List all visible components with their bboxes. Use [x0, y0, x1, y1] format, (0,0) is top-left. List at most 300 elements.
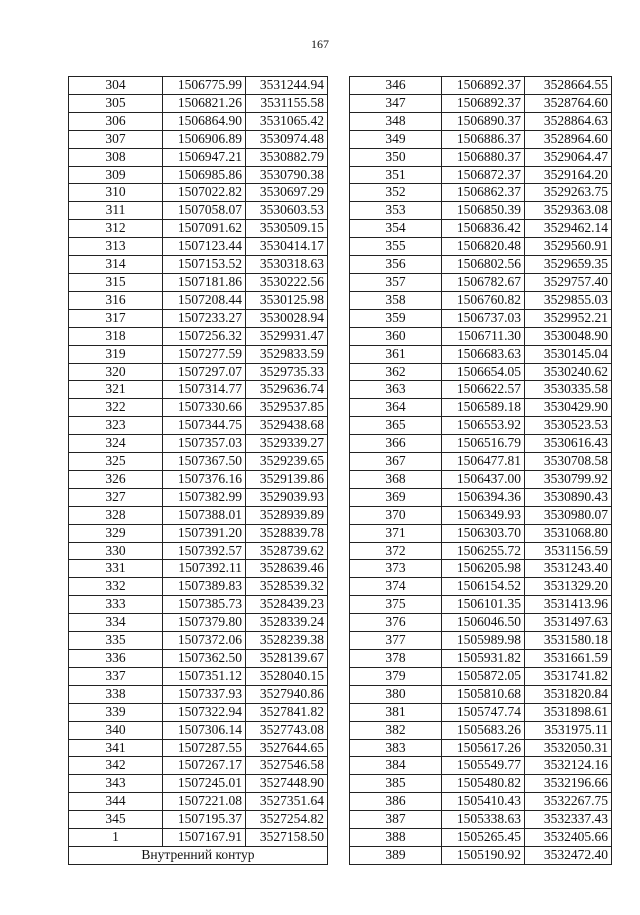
- x-coordinate: 1506872.37: [442, 166, 525, 184]
- x-coordinate: 1507233.27: [163, 309, 246, 327]
- table-row: [350, 417, 612, 435]
- x-coordinate: 1506821.26: [163, 94, 246, 112]
- y-coordinate: 3530222.56: [246, 273, 328, 291]
- y-coordinate: 3528664.55: [525, 77, 612, 95]
- coordinates-table-left: [68, 76, 328, 865]
- y-coordinate: 3528839.78: [246, 524, 328, 542]
- table-row: [350, 94, 612, 112]
- point-number: 334: [69, 614, 163, 632]
- y-coordinate: 3529239.65: [246, 453, 328, 471]
- x-coordinate: 1507385.73: [163, 596, 246, 614]
- x-coordinate: 1507058.07: [163, 202, 246, 220]
- y-coordinate: 3529438.68: [246, 417, 328, 435]
- x-coordinate: 1507208.44: [163, 291, 246, 309]
- y-coordinate: 3531068.80: [525, 524, 612, 542]
- point-number: 350: [350, 148, 442, 166]
- x-coordinate: 1505931.82: [442, 650, 525, 668]
- point-number: 344: [69, 793, 163, 811]
- table-row: [350, 470, 612, 488]
- table-row: [69, 524, 328, 542]
- x-coordinate: 1505747.74: [442, 703, 525, 721]
- y-coordinate: 3528439.23: [246, 596, 328, 614]
- table-row: [69, 578, 328, 596]
- table-row: [69, 739, 328, 757]
- point-number: 338: [69, 685, 163, 703]
- point-number: 376: [350, 614, 442, 632]
- y-coordinate: 3532337.43: [525, 811, 612, 829]
- y-coordinate: 3531580.18: [525, 632, 612, 650]
- point-number: 318: [69, 327, 163, 345]
- table-row: [350, 148, 612, 166]
- table-row: [69, 685, 328, 703]
- x-coordinate: 1507322.94: [163, 703, 246, 721]
- point-number: 369: [350, 488, 442, 506]
- table-row: [69, 614, 328, 632]
- x-coordinate: 1506154.52: [442, 578, 525, 596]
- table-row: [350, 327, 612, 345]
- table-row: [350, 166, 612, 184]
- table-row: [350, 775, 612, 793]
- y-coordinate: 3530414.17: [246, 238, 328, 256]
- x-coordinate: 1506589.18: [442, 399, 525, 417]
- x-coordinate: 1507256.32: [163, 327, 246, 345]
- x-coordinate: 1505338.63: [442, 811, 525, 829]
- y-coordinate: 3530790.38: [246, 166, 328, 184]
- y-coordinate: 3528939.89: [246, 506, 328, 524]
- x-coordinate: 1507357.03: [163, 435, 246, 453]
- x-coordinate: 1507091.62: [163, 220, 246, 238]
- table-row: [69, 130, 328, 148]
- table-row: [350, 721, 612, 739]
- x-coordinate: 1507195.37: [163, 811, 246, 829]
- table-row: [350, 309, 612, 327]
- x-coordinate: 1506394.36: [442, 488, 525, 506]
- y-coordinate: 3529339.27: [246, 435, 328, 453]
- point-number: 343: [69, 775, 163, 793]
- y-coordinate: 3532405.66: [525, 829, 612, 847]
- x-coordinate: 1507181.86: [163, 273, 246, 291]
- point-number: 319: [69, 345, 163, 363]
- table-row: [69, 453, 328, 471]
- page-number: 167: [311, 37, 329, 51]
- y-coordinate: 3531155.58: [246, 94, 328, 112]
- table-row: [69, 291, 328, 309]
- point-number: 377: [350, 632, 442, 650]
- y-coordinate: 3532472.40: [525, 846, 612, 864]
- y-coordinate: 3527158.50: [246, 829, 328, 847]
- section-title: Внутренний контур: [69, 846, 328, 864]
- y-coordinate: 3527940.86: [246, 685, 328, 703]
- table-row: [350, 632, 612, 650]
- table-row: [69, 273, 328, 291]
- x-coordinate: 1507351.12: [163, 667, 246, 685]
- x-coordinate: 1507167.91: [163, 829, 246, 847]
- point-number: 366: [350, 435, 442, 453]
- y-coordinate: 3531065.42: [246, 112, 328, 130]
- y-coordinate: 3527351.64: [246, 793, 328, 811]
- point-number: 308: [69, 148, 163, 166]
- x-coordinate: 1506862.37: [442, 184, 525, 202]
- point-number: 348: [350, 112, 442, 130]
- table-row: [69, 327, 328, 345]
- y-coordinate: 3529931.47: [246, 327, 328, 345]
- table-row: [350, 578, 612, 596]
- x-coordinate: 1507388.01: [163, 506, 246, 524]
- table-row: [69, 112, 328, 130]
- x-coordinate: 1507221.08: [163, 793, 246, 811]
- table-row: [69, 256, 328, 274]
- table-row: [69, 202, 328, 220]
- table-row: [69, 703, 328, 721]
- point-number: 320: [69, 363, 163, 381]
- y-coordinate: 3527743.08: [246, 721, 328, 739]
- point-number: 361: [350, 345, 442, 363]
- x-coordinate: 1507277.59: [163, 345, 246, 363]
- y-coordinate: 3531413.96: [525, 596, 612, 614]
- x-coordinate: 1507344.75: [163, 417, 246, 435]
- point-number: 309: [69, 166, 163, 184]
- y-coordinate: 3531329.20: [525, 578, 612, 596]
- point-number: 304: [69, 77, 163, 95]
- y-coordinate: 3527254.82: [246, 811, 328, 829]
- y-coordinate: 3529363.08: [525, 202, 612, 220]
- table-row: [69, 757, 328, 775]
- y-coordinate: 3531820.84: [525, 685, 612, 703]
- y-coordinate: 3531975.11: [525, 721, 612, 739]
- point-number: 323: [69, 417, 163, 435]
- x-coordinate: 1507153.52: [163, 256, 246, 274]
- point-number: 311: [69, 202, 163, 220]
- y-coordinate: 3530318.63: [246, 256, 328, 274]
- y-coordinate: 3528339.24: [246, 614, 328, 632]
- point-number: 336: [69, 650, 163, 668]
- table-row: [350, 453, 612, 471]
- table-row: [69, 309, 328, 327]
- y-coordinate: 3527448.90: [246, 775, 328, 793]
- y-coordinate: 3532050.31: [525, 739, 612, 757]
- table-row: [350, 596, 612, 614]
- point-number: 370: [350, 506, 442, 524]
- point-number: 317: [69, 309, 163, 327]
- y-coordinate: 3530974.48: [246, 130, 328, 148]
- point-number: 371: [350, 524, 442, 542]
- x-coordinate: 1507245.01: [163, 775, 246, 793]
- y-coordinate: 3530799.92: [525, 470, 612, 488]
- point-number: 353: [350, 202, 442, 220]
- point-number: 328: [69, 506, 163, 524]
- x-coordinate: 1506349.93: [442, 506, 525, 524]
- point-number: 352: [350, 184, 442, 202]
- table-row: [350, 399, 612, 417]
- x-coordinate: 1507287.55: [163, 739, 246, 757]
- x-coordinate: 1506303.70: [442, 524, 525, 542]
- y-coordinate: 3529560.91: [525, 238, 612, 256]
- y-coordinate: 3531243.40: [525, 560, 612, 578]
- y-coordinate: 3529833.59: [246, 345, 328, 363]
- y-coordinate: 3527841.82: [246, 703, 328, 721]
- point-number: 367: [350, 453, 442, 471]
- x-coordinate: 1506437.00: [442, 470, 525, 488]
- point-number: 335: [69, 632, 163, 650]
- point-number: 364: [350, 399, 442, 417]
- x-coordinate: 1506516.79: [442, 435, 525, 453]
- table-row: [69, 417, 328, 435]
- x-coordinate: 1507382.99: [163, 488, 246, 506]
- point-number: 359: [350, 309, 442, 327]
- table-row: [69, 345, 328, 363]
- table-row: [350, 793, 612, 811]
- y-coordinate: 3531244.94: [246, 77, 328, 95]
- y-coordinate: 3529855.03: [525, 291, 612, 309]
- y-coordinate: 3529139.86: [246, 470, 328, 488]
- y-coordinate: 3530125.98: [246, 291, 328, 309]
- x-coordinate: 1506046.50: [442, 614, 525, 632]
- point-number: 340: [69, 721, 163, 739]
- y-coordinate: 3530335.58: [525, 381, 612, 399]
- point-number: 349: [350, 130, 442, 148]
- point-number: 347: [350, 94, 442, 112]
- point-number: 307: [69, 130, 163, 148]
- table-row: [69, 775, 328, 793]
- point-number: 387: [350, 811, 442, 829]
- x-coordinate: 1505265.45: [442, 829, 525, 847]
- x-coordinate: 1505872.05: [442, 667, 525, 685]
- table-row: [69, 238, 328, 256]
- table-row: [350, 506, 612, 524]
- point-number: 388: [350, 829, 442, 847]
- table-row: [350, 256, 612, 274]
- point-number: 355: [350, 238, 442, 256]
- y-coordinate: 3529659.35: [525, 256, 612, 274]
- y-coordinate: 3530882.79: [246, 148, 328, 166]
- point-number: 386: [350, 793, 442, 811]
- table-row: [69, 811, 328, 829]
- x-coordinate: 1506622.57: [442, 381, 525, 399]
- table-row: [350, 846, 612, 864]
- y-coordinate: 3527644.65: [246, 739, 328, 757]
- table-row: [69, 650, 328, 668]
- point-number: 339: [69, 703, 163, 721]
- y-coordinate: 3532267.75: [525, 793, 612, 811]
- table-row: [350, 130, 612, 148]
- y-coordinate: 3528964.60: [525, 130, 612, 148]
- table-row: [350, 77, 612, 95]
- table-row: [69, 721, 328, 739]
- table-row: [350, 614, 612, 632]
- x-coordinate: 1506711.30: [442, 327, 525, 345]
- y-coordinate: 3530708.58: [525, 453, 612, 471]
- y-coordinate: 3530145.04: [525, 345, 612, 363]
- table-row: [69, 793, 328, 811]
- point-number: 385: [350, 775, 442, 793]
- x-coordinate: 1506760.82: [442, 291, 525, 309]
- table-row: [69, 829, 328, 847]
- table-row: [69, 632, 328, 650]
- table-row: [350, 667, 612, 685]
- x-coordinate: 1506864.90: [163, 112, 246, 130]
- x-coordinate: 1507123.44: [163, 238, 246, 256]
- x-coordinate: 1505683.26: [442, 721, 525, 739]
- x-coordinate: 1506101.35: [442, 596, 525, 614]
- y-coordinate: 3529263.75: [525, 184, 612, 202]
- point-number: 345: [69, 811, 163, 829]
- y-coordinate: 3529462.14: [525, 220, 612, 238]
- point-number: 321: [69, 381, 163, 399]
- point-number: 327: [69, 488, 163, 506]
- y-coordinate: 3531898.61: [525, 703, 612, 721]
- table-row: [350, 811, 612, 829]
- table-row: [350, 542, 612, 560]
- y-coordinate: 3529064.47: [525, 148, 612, 166]
- table-row: [350, 685, 612, 703]
- point-number: 374: [350, 578, 442, 596]
- x-coordinate: 1507372.06: [163, 632, 246, 650]
- x-coordinate: 1506947.21: [163, 148, 246, 166]
- x-coordinate: 1507376.16: [163, 470, 246, 488]
- y-coordinate: 3528239.38: [246, 632, 328, 650]
- table-row: [350, 291, 612, 309]
- point-number: 365: [350, 417, 442, 435]
- point-number: 354: [350, 220, 442, 238]
- point-number: 332: [69, 578, 163, 596]
- table-row: [350, 488, 612, 506]
- point-number: 381: [350, 703, 442, 721]
- x-coordinate: 1507389.83: [163, 578, 246, 596]
- table-row: [69, 94, 328, 112]
- point-number: 306: [69, 112, 163, 130]
- table-row: [350, 220, 612, 238]
- table-row: [69, 363, 328, 381]
- point-number: 329: [69, 524, 163, 542]
- x-coordinate: 1507267.17: [163, 757, 246, 775]
- x-coordinate: 1506255.72: [442, 542, 525, 560]
- point-number: 373: [350, 560, 442, 578]
- y-coordinate: 3531156.59: [525, 542, 612, 560]
- y-coordinate: 3530028.94: [246, 309, 328, 327]
- point-number: 316: [69, 291, 163, 309]
- point-number: 314: [69, 256, 163, 274]
- y-coordinate: 3531661.59: [525, 650, 612, 668]
- x-coordinate: 1506782.67: [442, 273, 525, 291]
- x-coordinate: 1507314.77: [163, 381, 246, 399]
- y-coordinate: 3530240.62: [525, 363, 612, 381]
- x-coordinate: 1507297.07: [163, 363, 246, 381]
- x-coordinate: 1506820.48: [442, 238, 525, 256]
- point-number: 378: [350, 650, 442, 668]
- y-coordinate: 3531497.63: [525, 614, 612, 632]
- table-row: [69, 560, 328, 578]
- y-coordinate: 3532196.66: [525, 775, 612, 793]
- x-coordinate: 1506890.37: [442, 112, 525, 130]
- point-number: 312: [69, 220, 163, 238]
- y-coordinate: 3529952.21: [525, 309, 612, 327]
- point-number: 337: [69, 667, 163, 685]
- x-coordinate: 1507022.82: [163, 184, 246, 202]
- point-number: 383: [350, 739, 442, 757]
- table-row: [350, 202, 612, 220]
- x-coordinate: 1506477.81: [442, 453, 525, 471]
- x-coordinate: 1506683.63: [442, 345, 525, 363]
- y-coordinate: 3531741.82: [525, 667, 612, 685]
- x-coordinate: 1507367.50: [163, 453, 246, 471]
- point-number: 331: [69, 560, 163, 578]
- y-coordinate: 3530509.15: [246, 220, 328, 238]
- table-row: [350, 757, 612, 775]
- x-coordinate: 1507337.93: [163, 685, 246, 703]
- point-number: 360: [350, 327, 442, 345]
- point-number: 341: [69, 739, 163, 757]
- x-coordinate: 1505989.98: [442, 632, 525, 650]
- x-coordinate: 1506850.39: [442, 202, 525, 220]
- table-row: [350, 238, 612, 256]
- point-number: 356: [350, 256, 442, 274]
- y-coordinate: 3529164.20: [525, 166, 612, 184]
- table-row: [350, 345, 612, 363]
- y-coordinate: 3528639.46: [246, 560, 328, 578]
- x-coordinate: 1506802.56: [442, 256, 525, 274]
- table-row: [350, 112, 612, 130]
- table-row: [350, 739, 612, 757]
- table-row: [350, 273, 612, 291]
- point-number: 325: [69, 453, 163, 471]
- table-row: [69, 667, 328, 685]
- table-row: [69, 220, 328, 238]
- y-coordinate: 3529537.85: [246, 399, 328, 417]
- point-number: 313: [69, 238, 163, 256]
- y-coordinate: 3529757.40: [525, 273, 612, 291]
- point-number: 363: [350, 381, 442, 399]
- table-row: [69, 148, 328, 166]
- point-number: 372: [350, 542, 442, 560]
- point-number: 1: [69, 829, 163, 847]
- table-row: [69, 184, 328, 202]
- table-row: [350, 363, 612, 381]
- point-number: 389: [350, 846, 442, 864]
- x-coordinate: 1505810.68: [442, 685, 525, 703]
- x-coordinate: 1505549.77: [442, 757, 525, 775]
- y-coordinate: 3528864.63: [525, 112, 612, 130]
- table-row: [69, 381, 328, 399]
- y-coordinate: 3528139.67: [246, 650, 328, 668]
- x-coordinate: 1507391.20: [163, 524, 246, 542]
- y-coordinate: 3532124.16: [525, 757, 612, 775]
- y-coordinate: 3530048.90: [525, 327, 612, 345]
- table-row: [350, 184, 612, 202]
- x-coordinate: 1506775.99: [163, 77, 246, 95]
- y-coordinate: 3528764.60: [525, 94, 612, 112]
- y-coordinate: 3528539.32: [246, 578, 328, 596]
- table-row: [350, 524, 612, 542]
- point-number: 382: [350, 721, 442, 739]
- x-coordinate: 1505480.82: [442, 775, 525, 793]
- x-coordinate: 1507362.50: [163, 650, 246, 668]
- x-coordinate: 1506886.37: [442, 130, 525, 148]
- x-coordinate: 1507330.66: [163, 399, 246, 417]
- x-coordinate: 1506906.89: [163, 130, 246, 148]
- table-row: [350, 829, 612, 847]
- table-row: [350, 381, 612, 399]
- table-row: [69, 596, 328, 614]
- point-number: 357: [350, 273, 442, 291]
- x-coordinate: 1506205.98: [442, 560, 525, 578]
- y-coordinate: 3530697.29: [246, 184, 328, 202]
- point-number: 310: [69, 184, 163, 202]
- x-coordinate: 1505617.26: [442, 739, 525, 757]
- point-number: 346: [350, 77, 442, 95]
- coordinates-table-right: [349, 76, 612, 865]
- y-coordinate: 3529735.33: [246, 363, 328, 381]
- table-row: [69, 435, 328, 453]
